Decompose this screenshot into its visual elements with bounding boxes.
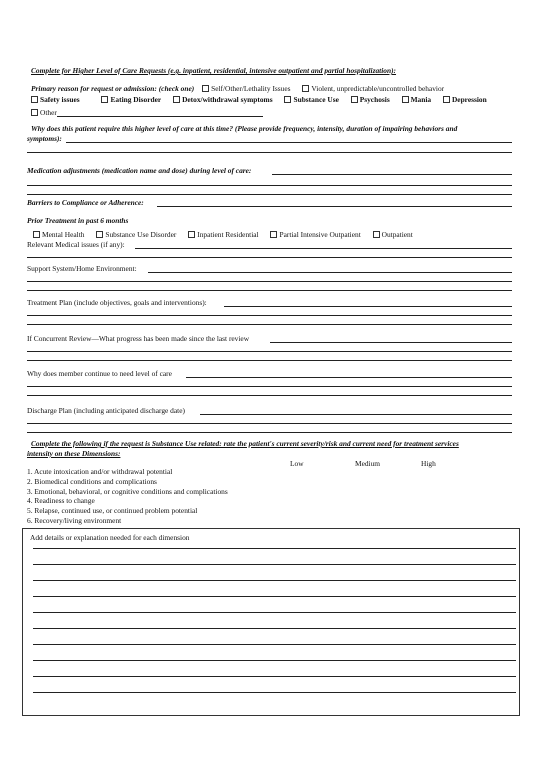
checkbox[interactable] bbox=[31, 96, 38, 103]
why-higher-care-question: Why does this patient require this higher level of care at this time? (Please provide frequency, intensity, duration of impairing behaviors and bbox=[31, 124, 458, 133]
substance-use-instruction: Complete the following if the request is Substance Use related: rate the patient's current severity/risk and current need for treatment services bbox=[31, 439, 459, 448]
support-system-label: Support System/Home Environment: bbox=[27, 264, 137, 273]
details-box-label: Add details or explanation needed for each dimension bbox=[30, 533, 190, 542]
primary-reason-row bbox=[31, 84, 454, 93]
checkbox[interactable] bbox=[202, 85, 209, 92]
answer-line[interactable] bbox=[186, 377, 512, 378]
answer-line[interactable] bbox=[27, 360, 512, 361]
checkbox[interactable] bbox=[402, 96, 409, 103]
answer-line[interactable] bbox=[27, 351, 512, 352]
dimension-2: 2. Biomedical conditions and complications bbox=[27, 477, 157, 486]
checkbox[interactable] bbox=[31, 109, 38, 116]
answer-line[interactable] bbox=[33, 644, 516, 645]
checkbox[interactable] bbox=[351, 96, 358, 103]
other-answer-line[interactable] bbox=[57, 116, 263, 117]
primary-reason-label: Primary reason for request or admission: (check one) bbox=[31, 84, 195, 93]
answer-line[interactable] bbox=[27, 423, 512, 424]
dimension-3: 3. Emotional, behavioral, or cognitive conditions and complications bbox=[27, 487, 228, 496]
dimension-1: 1. Acute intoxication and/or withdrawal potential bbox=[27, 467, 173, 476]
option-mania[interactable]: Mania bbox=[402, 95, 432, 104]
why-higher-care-question-cont: symptoms): bbox=[27, 134, 62, 143]
rating-medium-header: Medium bbox=[355, 459, 381, 468]
treatment-plan-label: Treatment Plan (include objectives, goals and interventions): bbox=[27, 298, 207, 307]
answer-line[interactable] bbox=[33, 564, 516, 565]
discharge-plan-label: Discharge Plan (including anticipated discharge date) bbox=[27, 406, 185, 415]
prior-treatment-label: Prior Treatment in past 6 months bbox=[27, 216, 129, 225]
rating-low-header: Low bbox=[290, 459, 304, 468]
checkbox[interactable] bbox=[188, 231, 195, 238]
checkbox[interactable] bbox=[33, 231, 40, 238]
checkbox[interactable] bbox=[373, 231, 380, 238]
continue-care-label: Why does member continue to need level of care bbox=[27, 369, 172, 378]
option-mental-health[interactable]: Mental Health bbox=[33, 230, 84, 239]
answer-line[interactable] bbox=[33, 580, 516, 581]
section-instruction: Complete for Higher Level of Care Requests (e.g. inpatient, residential, intensive outpatient and partial hospitalization): bbox=[31, 66, 397, 75]
answer-line[interactable] bbox=[27, 324, 512, 325]
option-partial-intensive-outpatient[interactable]: Partial Intensive Outpatient bbox=[270, 230, 360, 239]
option-safety-issues[interactable]: Safety issues bbox=[31, 95, 80, 104]
answer-line[interactable] bbox=[27, 290, 512, 291]
dimension-6: 6. Recovery/living environment bbox=[27, 516, 122, 525]
barriers-label: Barriers to Compliance or Adherence: bbox=[27, 198, 144, 207]
checkbox[interactable] bbox=[173, 96, 180, 103]
dimension-5: 5. Relapse, continued use, or continued problem potential bbox=[27, 506, 198, 515]
answer-line[interactable] bbox=[157, 206, 512, 207]
primary-reason-row-2 bbox=[31, 95, 497, 104]
prior-treatment-options bbox=[33, 230, 423, 239]
option-psychosis[interactable]: Psychosis bbox=[351, 95, 390, 104]
option-detox-withdrawal[interactable]: Detox/withdrawal symptoms bbox=[173, 95, 273, 104]
answer-line[interactable] bbox=[33, 612, 516, 613]
answer-line[interactable] bbox=[27, 395, 512, 396]
option-depression[interactable]: Depression bbox=[443, 95, 487, 104]
answer-line[interactable] bbox=[33, 596, 516, 597]
answer-line[interactable] bbox=[272, 174, 512, 175]
checkbox[interactable] bbox=[284, 96, 291, 103]
answer-line[interactable] bbox=[27, 194, 512, 195]
option-outpatient[interactable]: Outpatient bbox=[373, 230, 413, 239]
answer-line[interactable] bbox=[27, 185, 512, 186]
medication-label: Medication adjustments (medication name and dose) during level of care: bbox=[27, 166, 252, 175]
checkbox[interactable] bbox=[270, 231, 277, 238]
checkbox[interactable] bbox=[302, 85, 309, 92]
answer-line[interactable] bbox=[27, 152, 512, 153]
answer-line[interactable] bbox=[224, 306, 512, 307]
answer-line[interactable] bbox=[33, 660, 516, 661]
answer-line[interactable] bbox=[33, 628, 516, 629]
answer-line[interactable] bbox=[27, 432, 512, 433]
option-inpatient-residential[interactable]: Inpatient Residential bbox=[188, 230, 258, 239]
answer-line[interactable] bbox=[200, 414, 512, 415]
checkbox[interactable] bbox=[101, 96, 108, 103]
option-other[interactable]: Other bbox=[31, 108, 57, 117]
answer-line[interactable] bbox=[66, 142, 512, 143]
answer-line[interactable] bbox=[33, 692, 516, 693]
answer-line[interactable] bbox=[27, 257, 512, 258]
rating-high-header: High bbox=[421, 459, 436, 468]
option-eating-disorder[interactable]: Eating Disorder bbox=[101, 95, 161, 104]
substance-use-instruction-cont: intensity on these Dimensions: bbox=[27, 449, 121, 458]
option-substance-use[interactable]: Substance Use bbox=[284, 95, 338, 104]
option-substance-use-disorder[interactable]: Substance Use Disorder bbox=[96, 230, 176, 239]
checkbox[interactable] bbox=[96, 231, 103, 238]
concurrent-review-label: If Concurrent Review—What progress has been made since the last review bbox=[27, 334, 250, 343]
answer-line[interactable] bbox=[33, 548, 516, 549]
answer-line[interactable] bbox=[135, 248, 512, 249]
answer-line[interactable] bbox=[148, 272, 512, 273]
medical-issues-label: Relevant Medical issues (if any): bbox=[27, 240, 125, 249]
answer-line[interactable] bbox=[27, 386, 512, 387]
answer-line[interactable] bbox=[27, 281, 512, 282]
option-violent-behavior[interactable]: Violent, unpredictable/uncontrolled behavior bbox=[302, 84, 444, 93]
answer-line[interactable] bbox=[33, 676, 516, 677]
dimension-4: 4. Readiness to change bbox=[27, 496, 95, 505]
checkbox[interactable] bbox=[443, 96, 450, 103]
dimension-details-box[interactable] bbox=[22, 528, 520, 716]
option-self-other-lethality[interactable]: Self/Other/Lethality Issues bbox=[202, 84, 290, 93]
answer-line[interactable] bbox=[270, 342, 512, 343]
answer-line[interactable] bbox=[27, 315, 512, 316]
